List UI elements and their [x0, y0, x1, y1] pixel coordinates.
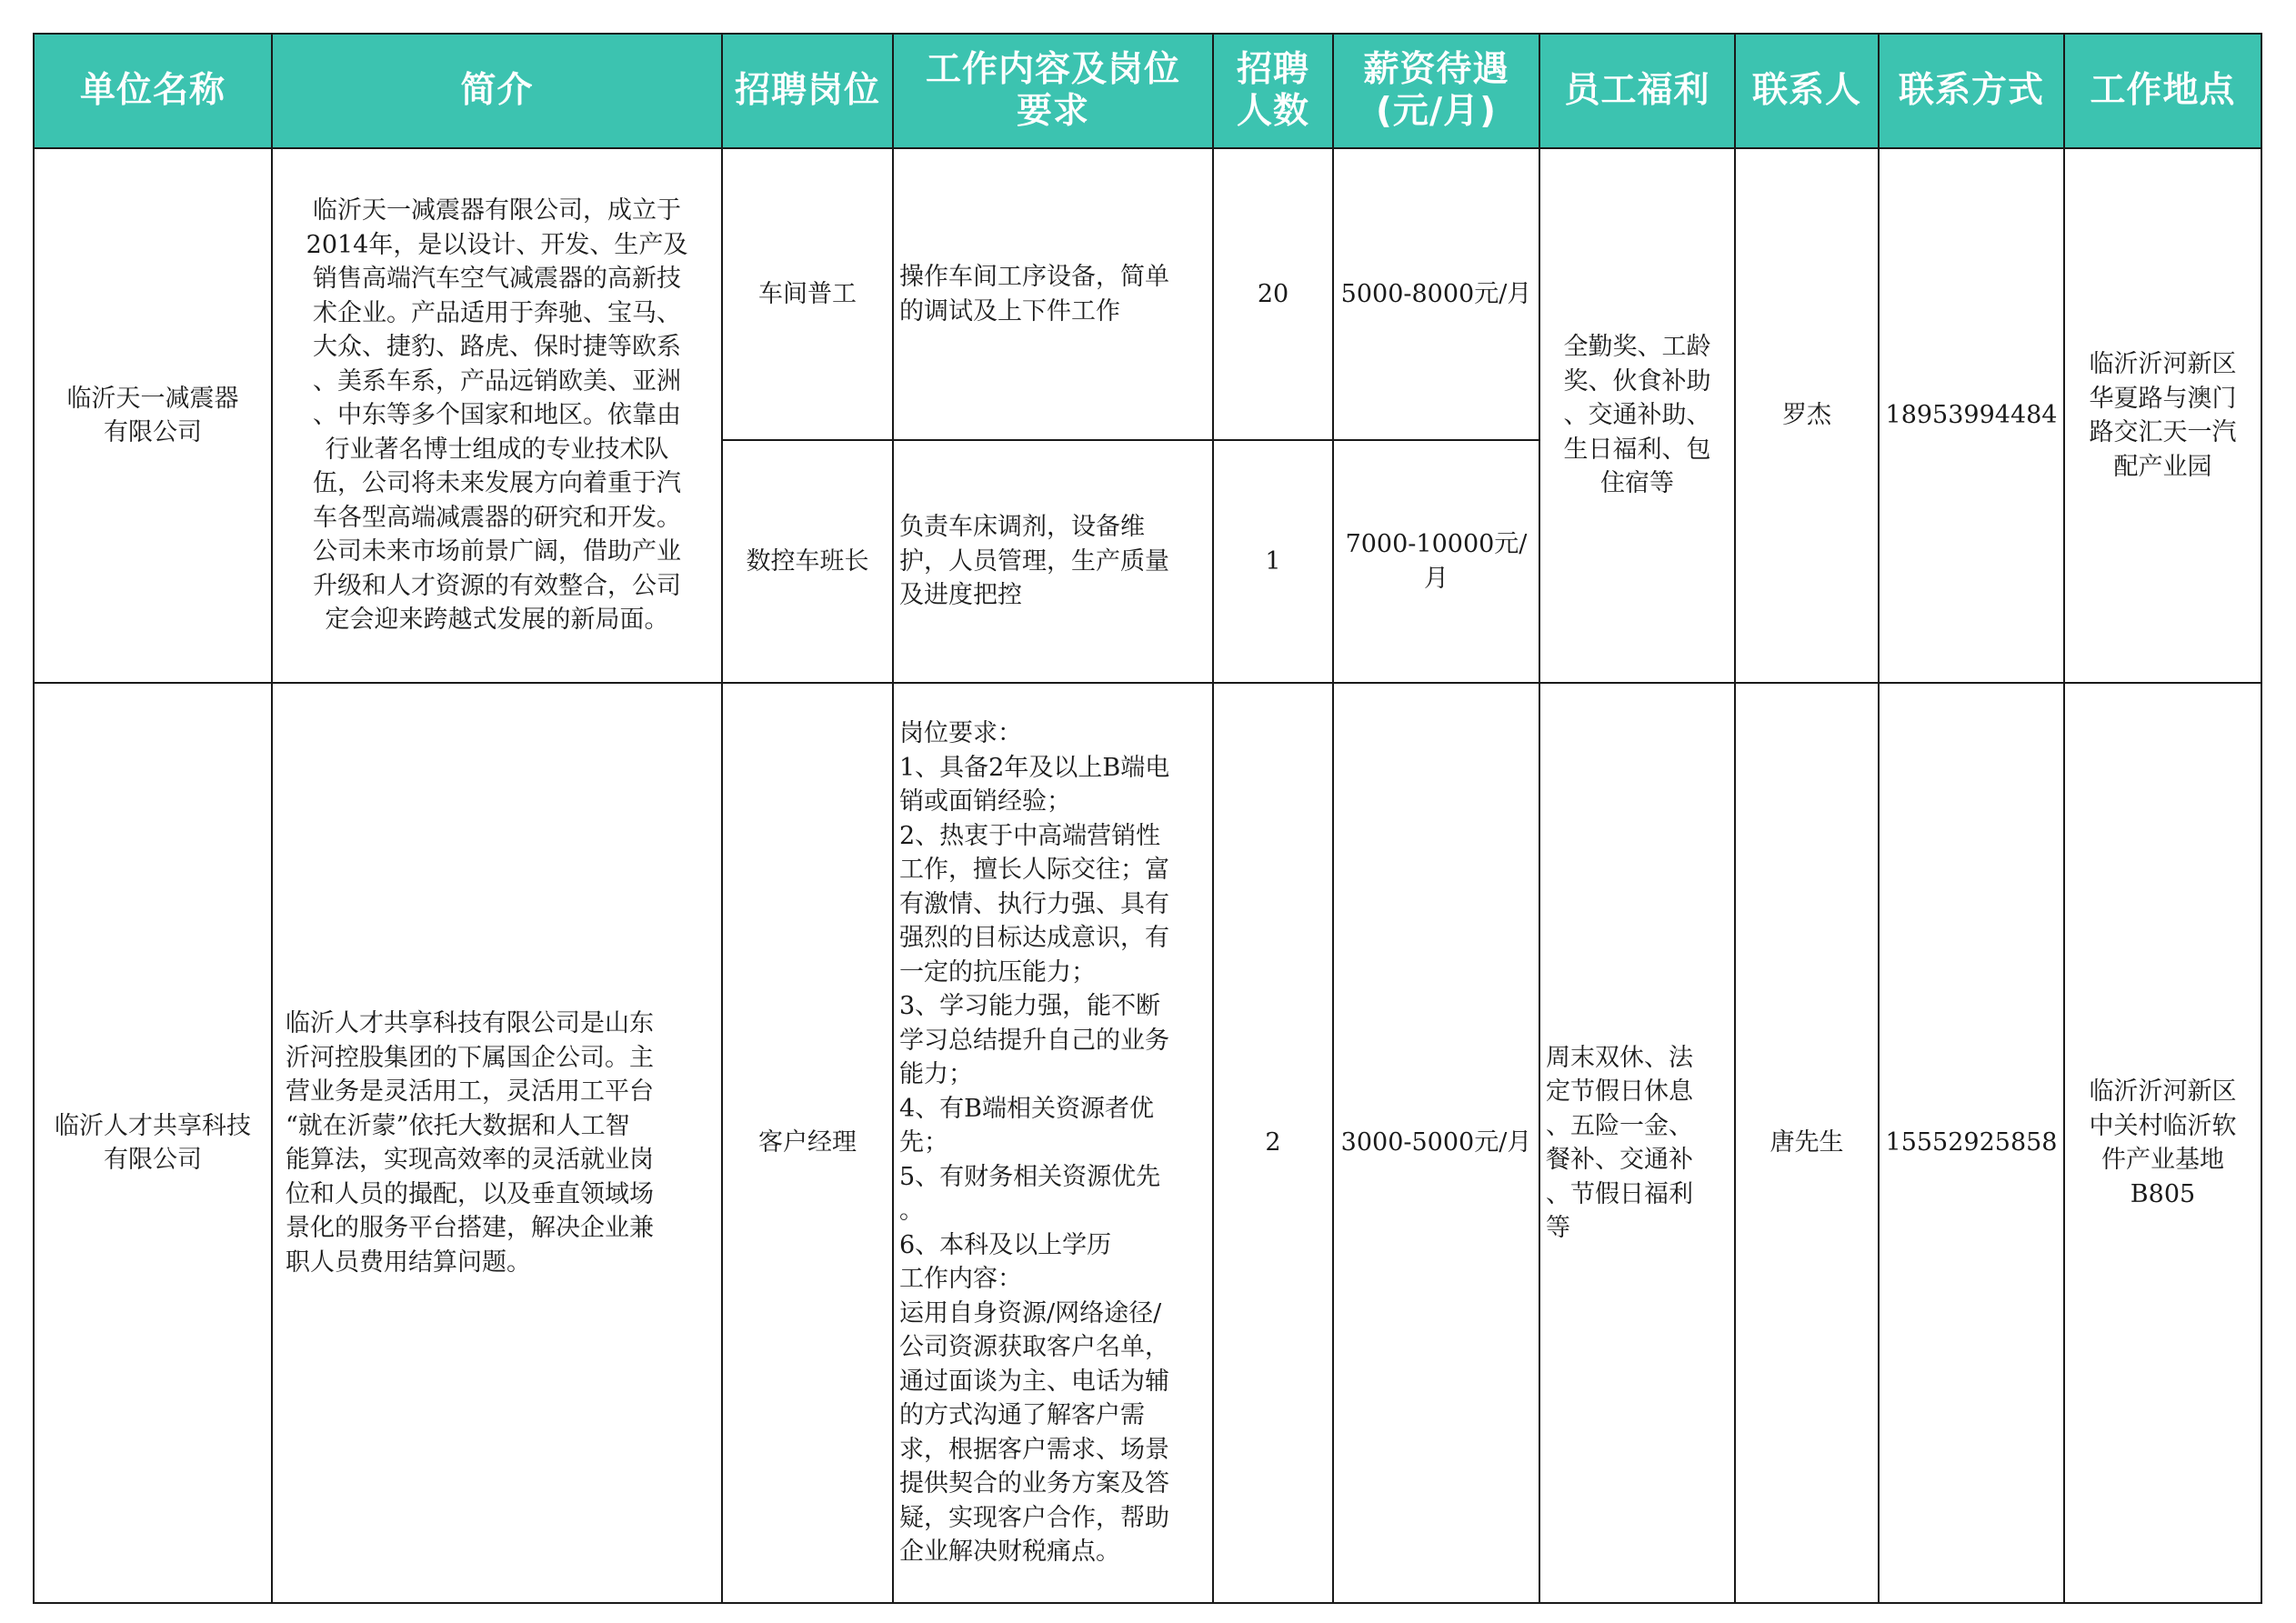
- position-title-cell: [722, 148, 893, 440]
- phone-cell: [1879, 683, 2064, 1603]
- contact-cell: [1735, 148, 1879, 683]
- headcount-cell: [1213, 683, 1333, 1603]
- company-name: 临沂人才共享科技 有限公司: [55, 1111, 251, 1174]
- position-title: 客户经理: [758, 1128, 857, 1157]
- position-content-cell: [893, 148, 1213, 440]
- position-content: 负责车床调剂，设备维 护，人员管理，生产质量 及进度把控: [899, 513, 1169, 610]
- salary-cell: [1333, 683, 1539, 1603]
- benefits: 周末双休、法 定节假日休息 、五险一金、 餐补、交通补 、节假日福利 等: [1546, 1043, 1693, 1242]
- contact-person: 唐先生: [1770, 1128, 1844, 1157]
- company-intro: 临沂天一减震器有限公司，成立于 2014年，是以设计、开发、生产及 销售高端汽车空气减震器的高新技 术企业。产品适用于奔驰、宝马、 大众、捷豹、路虎、保时捷等欧系 、美系车系，产品远销欧美、亚洲 、中东等多个国家和地区。依靠由 行业著名博士组成的专业技术队 伍，公司将未来发展方向着重于汽 车各型高端减震器的研究和开发。 公司未来市场前景广阔，借助产业 升级和人才资源的有效整合，公司 定会迎来跨越式发展的新局面。: [306, 196, 688, 635]
- headcount-cell: [1213, 440, 1333, 683]
- benefits-cell: [1539, 683, 1735, 1603]
- company-name-cell: [34, 148, 272, 683]
- headcount: 2: [1265, 1128, 1281, 1157]
- benefits-cell: [1539, 148, 1735, 683]
- header-salary: 薪资待遇 (元/月): [1333, 34, 1539, 148]
- salary: 3000-5000元/月: [1340, 1128, 1532, 1157]
- position-title-cell: [722, 440, 893, 683]
- headcount: 1: [1265, 546, 1281, 576]
- contact-person: 罗杰: [1782, 401, 1831, 430]
- header-headcount: 招聘 人数: [1213, 34, 1333, 148]
- position-title-cell: [722, 683, 893, 1603]
- header-company: 单位名称: [34, 34, 272, 148]
- phone-number: 18953994484: [1885, 401, 2058, 430]
- table-header: [34, 34, 2261, 148]
- position-content-cell: [893, 683, 1213, 1603]
- phone-number: 15552925858: [1885, 1128, 2058, 1157]
- position-content: 岗位要求： 1、具备2年及以上B端电 销或面销经验； 2、热衷于中高端营销性 工作，擅长人际交往；富 有激情、执行力强、具有 强烈的目标达成意识，有 一定的抗压能力； 3、学习能力强，能不断 学习总结提升自己的业务 能力； 4、有B端相关资源者优 先； 5、有财务相关资源优先 。 6、本科及以上学历 工作内容： 运用自身资源/网络途径/ 公司资源获取客户名单， 通过面谈为主、电话为辅 的方式沟通了解客户需 求，根据客户需求、场景 提供契合的业务方案及答 疑，实现客户合作，帮助 企业解决财税痛点。: [899, 719, 1170, 1567]
- company-intro-cell: [272, 148, 722, 683]
- table-row: [34, 148, 2261, 440]
- header-position: 招聘岗位: [722, 34, 893, 148]
- header-contact: 联系人: [1735, 34, 1879, 148]
- company-intro: 临沂人才共享科技有限公司是山东 沂河控股集团的下属国企公司。主 营业务是灵活用工，灵活用工平台 “就在沂蒙”依托大数据和人工智 能算法，实现高效率的灵活就业岗 位和人员的撮配，以及垂直领域场 景化的服务平台搭建，解决企业兼 职人员费用结算问题。: [286, 1009, 654, 1277]
- header-content: 工作内容及岗位 要求: [893, 34, 1213, 148]
- salary: 5000-8000元/月: [1340, 279, 1532, 308]
- contact-cell: [1735, 683, 1879, 1603]
- position-content-cell: [893, 440, 1213, 683]
- phone-cell: [1879, 148, 2064, 683]
- header-benefits: 员工福利: [1539, 34, 1735, 148]
- company-name-cell: [34, 683, 272, 1603]
- location-cell: [2064, 683, 2261, 1603]
- salary-cell: [1333, 440, 1539, 683]
- company-name: 临沂天一减震器 有限公司: [66, 384, 239, 446]
- headcount-cell: [1213, 148, 1333, 440]
- salary: 7000-10000元/ 月: [1345, 530, 1528, 593]
- header-phone: 联系方式: [1879, 34, 2064, 148]
- position-title: 数控车班长: [746, 546, 869, 576]
- work-location: 临沂沂河新区 中关村临沂软 件产业基地 B805: [2089, 1077, 2237, 1208]
- header-location: 工作地点: [2064, 34, 2261, 148]
- benefits: 全勤奖、工龄 奖、伙食补助 、交通补助、 生日福利、包 住宿等: [1563, 333, 1711, 498]
- work-location: 临沂沂河新区 华夏路与澳门 路交汇天一汽 配产业园: [2089, 350, 2237, 481]
- location-cell: [2064, 148, 2261, 683]
- header-intro: 简介: [272, 34, 722, 148]
- company-intro-cell: [272, 683, 722, 1603]
- table-row: [34, 683, 2261, 1603]
- salary-cell: [1333, 148, 1539, 440]
- headcount: 20: [1257, 279, 1289, 308]
- position-title: 车间普工: [758, 279, 857, 308]
- recruitment-table: [33, 33, 2262, 1604]
- position-content: 操作车间工序设备，简单 的调试及上下件工作: [899, 263, 1169, 326]
